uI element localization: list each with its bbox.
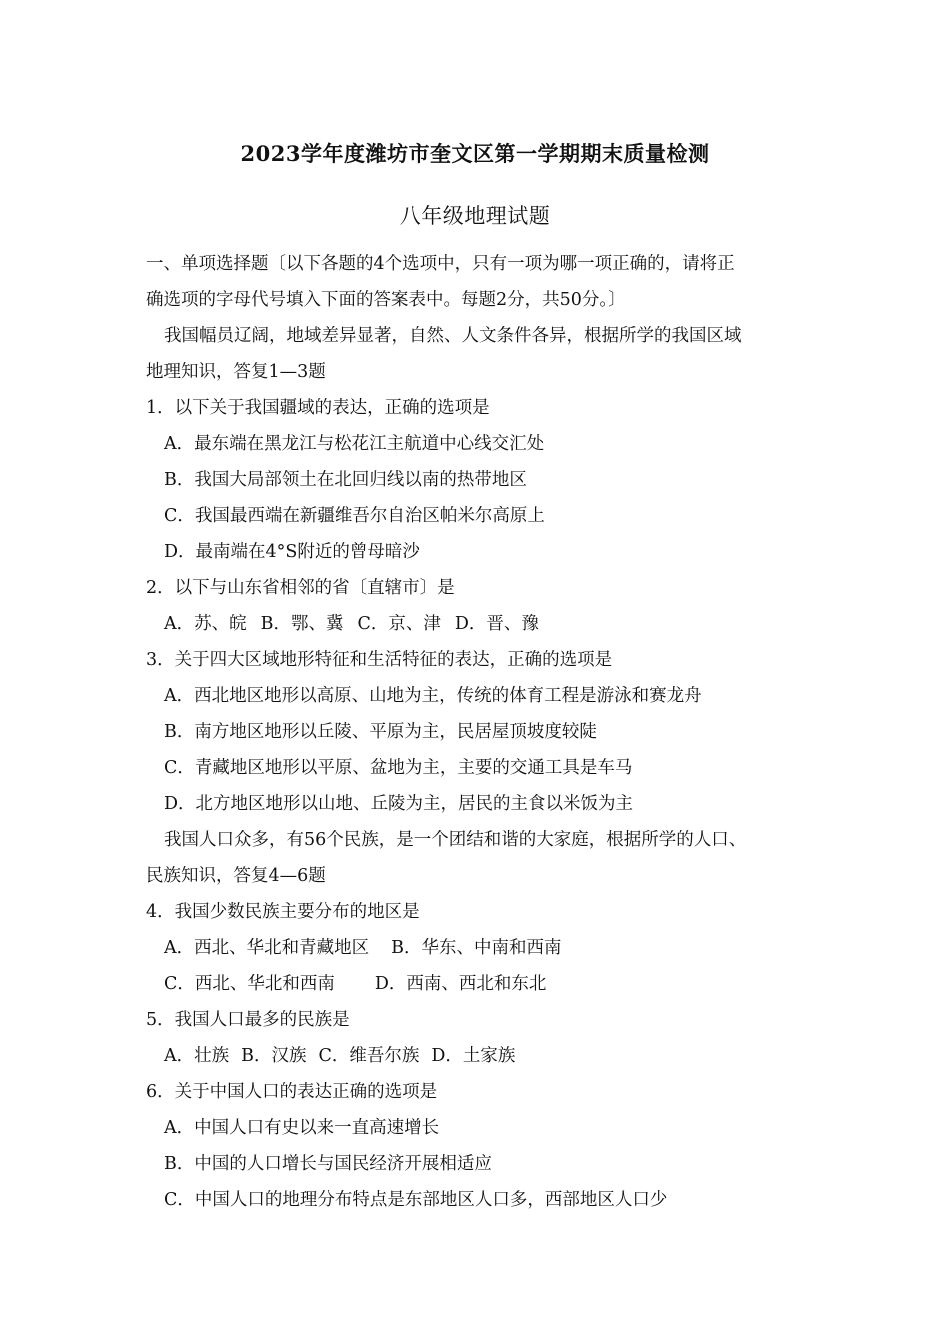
q6-option-a: A．中国人口有史以来一直高速增长 <box>164 1118 440 1138</box>
q1-option-a: A．最东端在黑龙江与松花江主航道中心线交汇处 <box>164 434 545 454</box>
q2-option-b: B．鄂、冀 <box>260 614 344 634</box>
section-instructions-line2: 确选项的字母代号填入下面的答案表中。每题2分，共50分。〕 <box>146 290 626 310</box>
q1-stem: 1．以下关于我国疆域的表达，正确的选项是 <box>146 398 490 418</box>
q4-options-row1 <box>164 936 562 960</box>
q5-options <box>164 1044 515 1068</box>
q1-option-d: D．最南端在4°S附近的曾母暗沙 <box>164 542 420 562</box>
q4-option-c: C．西北、华北和西南 <box>164 974 335 994</box>
q3-option-a: A．西北地区地形以高原、山地为主，传统的体育工程是游泳和赛龙舟 <box>164 686 702 706</box>
intro2-line1: 我国人口众多，有56个民族，是一个团结和谐的大家庭，根据所学的人口、 <box>164 830 747 850</box>
q2-option-a: A．苏、皖 <box>164 614 247 634</box>
q1-option-c: C．我国最西端在新疆维吾尔自治区帕米尔高原上 <box>164 506 545 526</box>
exam-subtitle: 八年级地理试题 <box>399 204 551 228</box>
q4-option-a: A．西北、华北和青藏地区 <box>164 938 370 958</box>
q5-option-d: D．土家族 <box>431 1046 516 1066</box>
intro2-line2: 民族知识，答复4—6题 <box>146 866 326 886</box>
q2-option-c: C．京、津 <box>357 614 441 634</box>
intro1-line1: 我国幅员辽阔，地域差异显著，自然、人文条件各异，根据所学的我国区域 <box>164 326 742 346</box>
q5-option-c: C．维吾尔族 <box>318 1046 420 1066</box>
q3-option-d: D．北方地区地形以山地、丘陵为主，居民的主食以米饭为主 <box>164 794 634 814</box>
q6-stem: 6．关于中国人口的表达正确的选项是 <box>146 1082 438 1102</box>
q4-options-row2 <box>164 972 546 996</box>
q3-option-c: C．青藏地区地形以平原、盆地为主，主要的交通工具是车马 <box>164 758 633 778</box>
q4-option-d: D．西南、西北和东北 <box>374 974 547 994</box>
q4-option-b: B．华东、中南和西南 <box>391 938 562 958</box>
intro1-line2: 地理知识，答复1—3题 <box>146 362 326 382</box>
q2-option-d: D．晋、豫 <box>454 614 539 634</box>
exam-title: 2023学年度潍坊市奎文区第一学期期末质量检测 <box>240 141 710 166</box>
q6-option-b: B．中国的人口增长与国民经济开展相适应 <box>164 1154 492 1174</box>
q5-stem: 5．我国人口最多的民族是 <box>146 1010 350 1030</box>
q3-option-b: B．南方地区地形以丘陵、平原为主，民居屋顶坡度较陡 <box>164 722 597 742</box>
q6-option-c: C．中国人口的地理分布特点是东部地区人口多，西部地区人口少 <box>164 1190 668 1210</box>
q4-stem: 4．我国少数民族主要分布的地区是 <box>146 902 420 922</box>
q2-options <box>164 612 539 636</box>
q3-stem: 3．关于四大区域地形特征和生活特征的表达，正确的选项是 <box>146 650 613 670</box>
q5-option-b: B．汉族 <box>241 1046 307 1066</box>
q1-option-b: B．我国大局部领土在北回归线以南的热带地区 <box>164 470 527 490</box>
section-instructions-line1: 一、单项选择题〔以下各题的4个选项中，只有一项为哪一项正确的，请将正 <box>146 254 735 274</box>
q2-stem: 2．以下与山东省相邻的省〔直辖市〕是 <box>146 578 455 598</box>
q5-option-a: A．壮族 <box>164 1046 230 1066</box>
